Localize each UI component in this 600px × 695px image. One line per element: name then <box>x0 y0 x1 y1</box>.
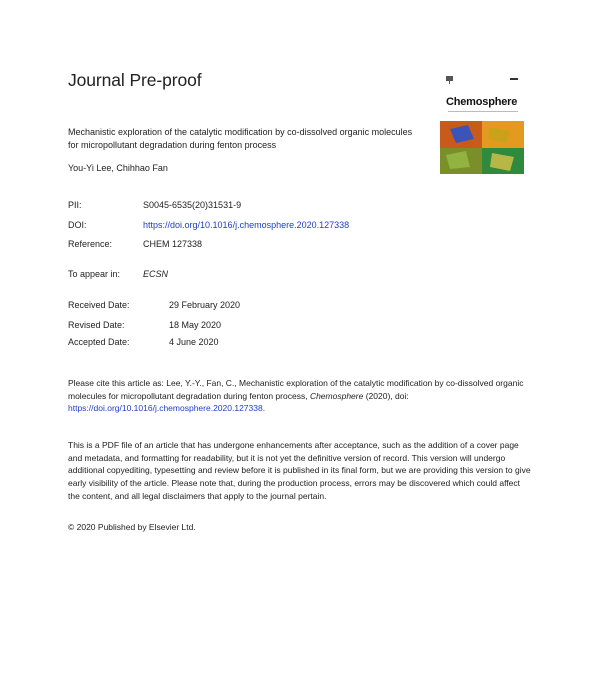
journal-name-rule <box>448 111 518 112</box>
pre-proof-notice: This is a PDF file of an article that has undergone enhancements after acceptance, such as the addition of a cover page and metadata, and formatting for readability, but it is not yet the definitive version of record. This version will undergo additional copyediting, typesetting and review before it is published in its final form, but we are providing this version to give early visibility of the article. Please note that, during the production process, errors may be discovered which could affect the content, and all legal disclaimers that apply to the journal pertain. <box>68 440 531 501</box>
revised-date-value: 18 May 2020 <box>169 320 222 330</box>
accepted-date-value: 4 June 2020 <box>169 337 219 347</box>
citation-doi-prefix: doi: <box>395 390 409 401</box>
doi-label: DOI: <box>68 220 87 230</box>
reference-value: CHEM 127338 <box>143 239 203 249</box>
citation-doi-link[interactable]: https://doi.org/10.1016/j.chemosphere.2020.127338 <box>68 403 263 414</box>
citation-lead: Please cite this article as: Lee, Y.-Y., Fan, C., Mechanistic exploration of the catalytic modification by co-dissolved organic molecules for micropollutant degradation during fenton process, <box>68 378 524 401</box>
page-header-title: Journal Pre-proof <box>68 70 202 90</box>
revised-date-label: Revised Date: <box>68 320 125 330</box>
pii-label: PII: <box>68 200 82 210</box>
accepted-date-label: Accepted Date: <box>68 337 130 347</box>
journal-name: Chemosphere <box>446 96 518 108</box>
doi-link[interactable]: https://doi.org/10.1016/j.chemosphere.2020.127338 <box>143 220 350 230</box>
pii-value: S0045-6535(20)31531-9 <box>143 200 242 210</box>
citation-year: (2020), <box>365 390 393 401</box>
citation-journal: Chemosphere <box>309 390 364 401</box>
article-authors: You-Yi Lee, Chihhao Fan <box>68 163 168 173</box>
reference-label: Reference: <box>68 239 113 249</box>
elsevier-tree-icon <box>446 76 453 84</box>
citation-paragraph <box>68 377 534 415</box>
journal-logo <box>438 74 528 174</box>
journal-cover-image <box>440 121 524 174</box>
received-date-label: Received Date: <box>68 300 130 310</box>
copyright-notice: © 2020 Published by Elsevier Ltd. <box>68 522 196 532</box>
logo-mark-right <box>510 78 518 80</box>
article-title: Mechanistic exploration of the catalytic modification by co-dissolved organic molecules for micropollutant degradation during fenton process <box>68 127 413 150</box>
appear-value: ECSN <box>143 269 169 279</box>
citation-end: . <box>262 403 266 414</box>
received-date-value: 29 February 2020 <box>169 300 241 310</box>
appear-label: To appear in: <box>68 269 121 279</box>
